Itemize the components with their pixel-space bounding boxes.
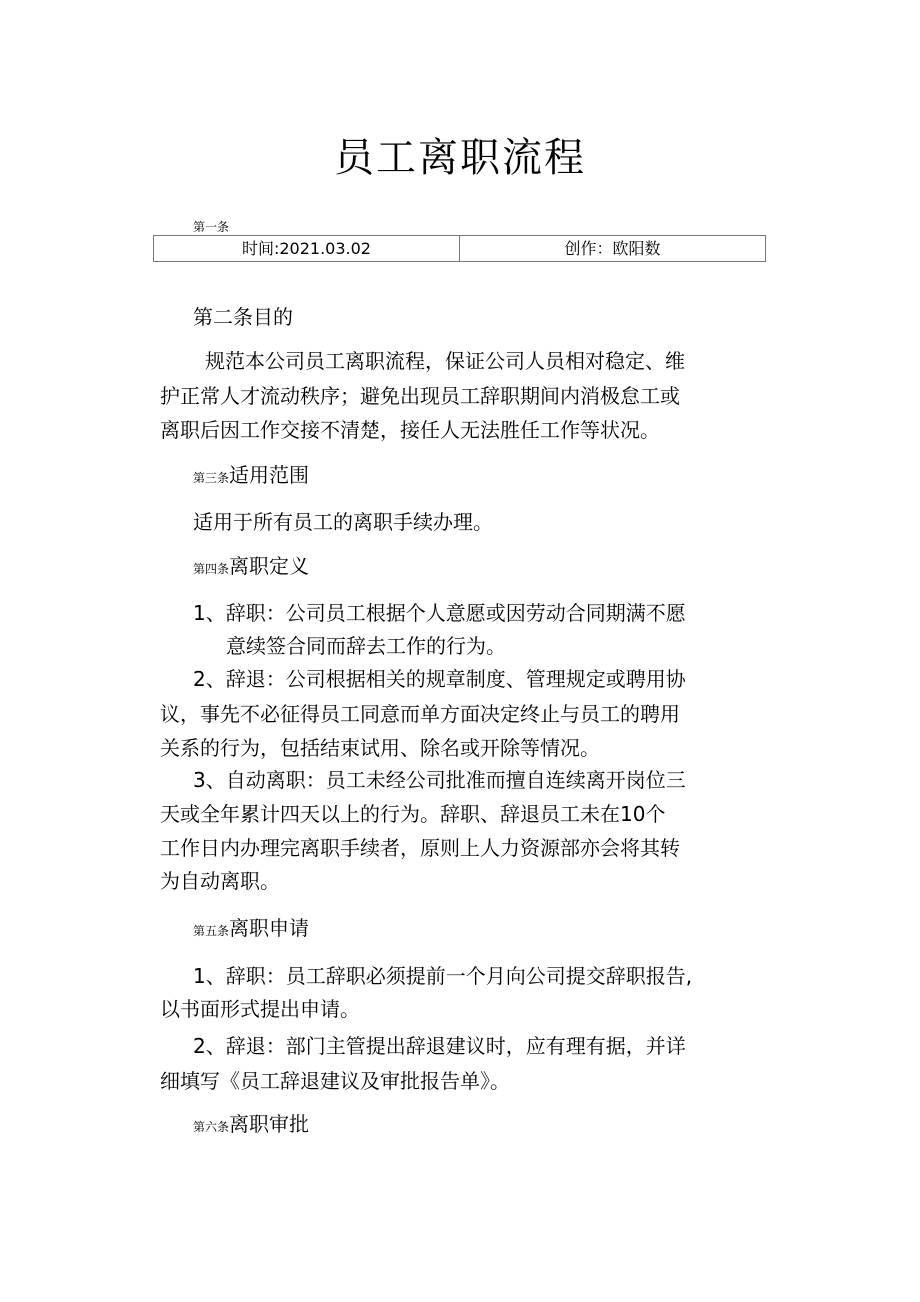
definition-line-9: 为自动离职。 [160, 869, 280, 893]
definition-line-1: 1、辞职：公司员工根据个人意愿或因劳动合同期满不愿 [193, 601, 686, 625]
application-line-4: 细填写《员工辞退建议及审批报告单》。 [160, 1069, 510, 1093]
purpose-line-3: 离职后因工作交接不清楚，接任人无法胜任工作等状况。 [160, 418, 660, 442]
meta-time: 时间:2021.03.02 [241, 239, 371, 258]
scope-line-1: 适用于所有员工的离职手续办理。 [193, 510, 493, 534]
definition-line-5: 关系的行为，包括结束试用、除名或开除等情况。 [160, 736, 600, 760]
article-5-heading [193, 913, 309, 946]
purpose-line-2: 护正常人才流动秩序；避免出现员工辞职期间内消极怠工或 [160, 384, 680, 408]
article-3-heading [193, 460, 309, 493]
article-3-number: 第三条 [193, 471, 230, 485]
definition-line-3: 2、辞退：公司根据相关的规章制度、管理规定或聘用协 [193, 667, 686, 691]
article-2-heading: 第二条目的 [193, 305, 293, 329]
article-6-title: 离职审批 [229, 1112, 310, 1136]
application-line-1: 1、辞职：员工辞职必须提前一个月向公司提交辞职报告, [193, 964, 693, 988]
article-6-number: 第六条 [193, 1120, 230, 1134]
article-1-label: 第一条 [193, 220, 230, 234]
article-4-title: 离职定义 [229, 554, 310, 578]
meta-table [153, 235, 766, 262]
article-4-number: 第四条 [193, 562, 230, 576]
article-5-number: 第五条 [193, 924, 230, 938]
definition-line-4: 议，事先不必征得员工同意而单方面决定终止与员工的聘用 [160, 702, 680, 726]
article-4-heading [193, 551, 309, 584]
meta-author: 创作：欧阳数 [459, 236, 765, 261]
definition-line-2: 意续签合同而辞去工作的行为。 [226, 634, 506, 658]
definition-line-7: 天或全年累计四天以上的行为。辞职、辞退员工未在10个 [160, 802, 666, 826]
purpose-line-1: 规范本公司员工离职流程，保证公司人员相对稳定、维 [205, 349, 685, 373]
article-5-title: 离职申请 [229, 916, 310, 940]
application-line-2: 以书面形式提出申请。 [160, 997, 360, 1021]
application-line-3: 2、辞退：部门主管提出辞退建议时，应有理有据，并详 [193, 1034, 686, 1058]
definition-line-6: 3、自动离职：员工未经公司批准而擅自连续离开岗位三 [193, 768, 686, 792]
article-3-title: 适用范围 [229, 463, 310, 487]
definition-line-8: 工作日内办理完离职手续者，原则上人力资源部亦会将其转 [160, 836, 680, 860]
document-title: 员工离职流程 [334, 135, 586, 181]
article-6-heading [193, 1109, 309, 1142]
